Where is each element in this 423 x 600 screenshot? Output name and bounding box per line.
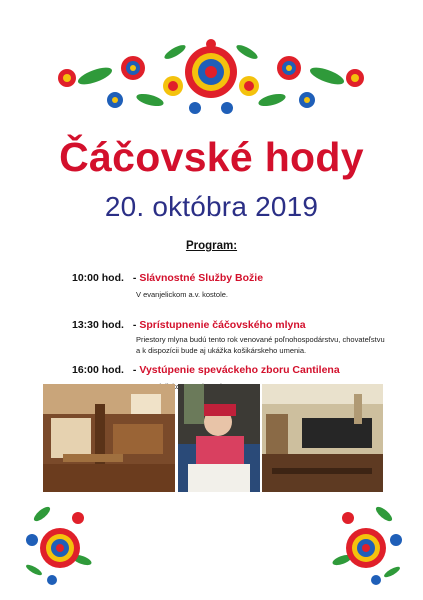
- program-item: [72, 271, 392, 300]
- program-title: Vystúpenie speváckeho zboru Cantilena: [139, 364, 340, 376]
- program-title: Slávnostné Služby Božie: [139, 272, 264, 284]
- program-dash: -: [132, 364, 137, 376]
- photo-strip: [0, 384, 423, 492]
- bottom-right-folk-ornament: [326, 500, 406, 586]
- choir-church-photo: [262, 384, 383, 492]
- bottom-left-folk-ornament: [22, 500, 98, 586]
- program-heading: Program:: [185, 240, 238, 252]
- program-title: Sprístupnenie čáčovského mlyna: [139, 319, 306, 331]
- program-description: [136, 289, 392, 300]
- mill-interior-photo: [43, 384, 175, 492]
- description-line: Priestory mlyna budú tento rok venované poľnohospodárstvu, chovateľstvu: [136, 335, 385, 344]
- description-line: a k dispozícii bude aj ukážka košikárskeho umenia.: [136, 346, 307, 355]
- event-date: 20. októbra 2019: [104, 191, 319, 222]
- program-dash: -: [132, 319, 137, 331]
- event-title: Čáčovské hody: [59, 134, 364, 180]
- description-line: V evanjelickom a.v. kostole.: [136, 290, 228, 299]
- program-dash: -: [132, 272, 137, 284]
- program-time: 13:30 hod.: [72, 319, 124, 331]
- program-time: 16:00 hod.: [72, 364, 124, 376]
- program-time: 10:00 hod.: [72, 272, 124, 284]
- program-description: [136, 334, 392, 356]
- program-item: [72, 318, 392, 356]
- folk-costume-photo: [178, 384, 260, 492]
- top-folk-ornament: [55, 38, 367, 118]
